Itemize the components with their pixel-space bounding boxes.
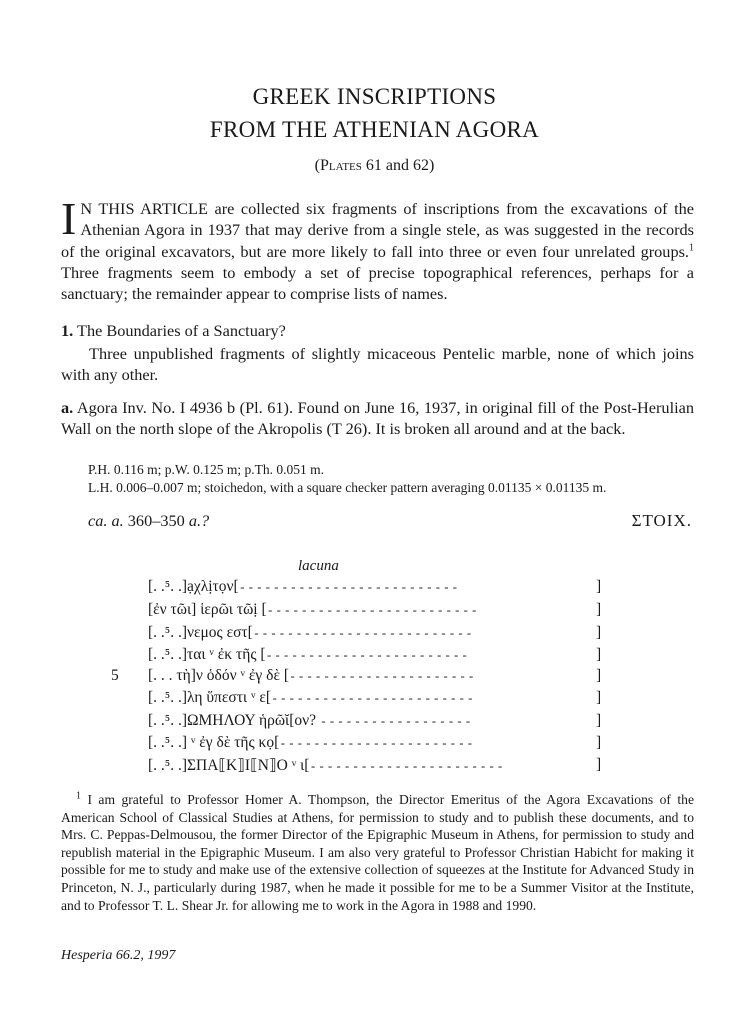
inscription-line (148, 601, 479, 619)
journal-citation: Hesperia 66.2, 1997 (61, 948, 176, 963)
plates-open: ( (314, 157, 320, 174)
line-dashes: ------------------------ (271, 692, 476, 706)
footnote-mark: 1 (76, 790, 81, 802)
line-dashes: ------------------------- (266, 604, 480, 618)
line-dashes: ------------------ (319, 715, 473, 729)
line-close-bracket: ] (596, 734, 602, 751)
intro-text: are collected six fragments of inscriptions from the excavations of the Athenian Agora in 1937 that may derive from a single stele, as was suggested in the records of the original excavators, but are more likely to fall into three or even four unrelated groups. (61, 199, 694, 261)
section-heading (61, 321, 286, 341)
line-dashes: ----------------------- (309, 760, 505, 774)
inscription-line (148, 646, 470, 664)
line-dashes: -------------------------- (238, 581, 460, 595)
inscription-line (148, 578, 460, 596)
line-dashes: ------------------------ (265, 649, 470, 663)
article-title-line1: GREEK INSCRIPTIONS (252, 84, 497, 109)
section-title: The Boundaries of a Sanctuary? (73, 321, 286, 340)
footnote-ref: 1 (689, 242, 694, 254)
line-text: [. .⁵. .]ΩΜΗΛΟΥ ἡρῶῐ[ον? (148, 712, 320, 729)
line-text: [. .⁵. .] ᵛ ἐγ δὲ τῆς κọ[ (148, 734, 280, 751)
date-a: a.? (188, 511, 210, 530)
plates-word: Plates (319, 157, 362, 174)
fragment-a-label: a. (61, 398, 74, 417)
line-text: [ἐν τῶι] ἱερῶι τῶị [ (148, 601, 267, 618)
line-close-bracket: ] (596, 601, 602, 618)
section-paragraph: Three unpublished fragments of slightly micaceous Pentelic marble, none of which joins with any other. (61, 344, 694, 385)
line-text: [. .⁵. .]ạχλịτọν[ (148, 578, 239, 595)
line-text: [. .⁵. .]νεμος εστ[ (148, 624, 253, 641)
stoichedon-label: ΣΤΟΙΧ. (631, 511, 692, 530)
line-text: [. .⁵. .]λη ὕπεστι ᵛ ε[ (148, 689, 272, 706)
inscription-line (148, 689, 475, 707)
article-title-line2: FROM THE ATHENIAN AGORA (209, 117, 540, 142)
line-close-bracket: ] (596, 667, 602, 684)
inscription-line (148, 667, 476, 685)
fragment-a-text: Agora Inv. No. I 4936 b (Pl. 61). Found on June 16, 1937, in original fill of the Post-Herulian Wall on the north slope of the Akropolis (T 26). It is broken all around and at the back. (61, 398, 694, 439)
line-close-bracket: ] (596, 646, 602, 663)
intro-text-2: Three fragments seem to embody a set of precise topographical references, perhaps for a sanctuary; the remainder appear to comprise lists of names. (61, 262, 694, 304)
inscription-line (148, 624, 474, 642)
drop-cap: I (61, 193, 77, 244)
line-close-bracket: ] (596, 756, 602, 773)
line-close-bracket: ] (596, 689, 602, 706)
intro-paragraph (61, 193, 694, 304)
line-number: 5 (111, 667, 119, 684)
footnote-1 (61, 791, 694, 914)
lacuna-label: lacuna (298, 558, 339, 574)
footnote-text: I am grateful to Professor Homer A. Thompson, the Director Emeritus of the Agora Excavations of the American School of Classical Studies at Athens, for permission to study and to publish these documents, and to Mrs. C. Peppas-Delmousou, the former Director of the Epigraphic Museum in Athens, for permission to study and republish material in the Epigraphic Museum. I am also very grateful to Professor Christian Habicht for making it possible for me to study and make use of the extensive collection of squeezes at the Institute for Advanced Study in Princeton, N. J., particularly during 1987, when he made it possible for me to be a Summer Visitor at the Institute, and to Professor T. L. Shear Jr. for allowing me to work in the Agora in 1988 and 1990. (61, 792, 694, 913)
line-dashes: -------------------------- (252, 627, 474, 641)
measurements-line1: P.H. 0.116 m; p.W. 0.125 m; p.Th. 0.051 m. (88, 462, 325, 477)
date-ca: ca. a. (88, 511, 124, 530)
inscription-line (148, 734, 475, 752)
date-line (88, 511, 209, 531)
intro-lead: N THIS ARTICLE (80, 199, 208, 218)
fragment-a-description (61, 397, 694, 440)
line-text: [. . . τὴ]ν ὁδόν ᵛ ἐγ δὲ [ (148, 667, 289, 684)
line-close-bracket: ] (596, 578, 602, 595)
line-dashes: ---------------------- (289, 670, 477, 684)
plates-rest: 61 and 62) (361, 157, 435, 174)
date-years: 360–350 (123, 511, 189, 530)
line-close-bracket: ] (596, 624, 602, 641)
line-close-bracket: ] (596, 712, 602, 729)
inscription-line (148, 712, 473, 730)
section-number: 1. (61, 321, 74, 340)
line-dashes: ----------------------- (279, 737, 475, 751)
measurements-line2: L.H. 0.006–0.007 m; stoichedon, with a square checker pattern averaging 0.01135 × 0.01135 m. (88, 480, 607, 495)
line-text: [. .⁵. .]ται ᵛ ἐκ τῆς [ (148, 646, 266, 663)
plates-reference (0, 157, 749, 175)
inscription-line (148, 756, 505, 775)
line-text: [. .⁵. .]ΣΠΑ⟦Κ⟧Ι⟦Ν⟧Ο ᵛ ι[ (148, 757, 310, 774)
